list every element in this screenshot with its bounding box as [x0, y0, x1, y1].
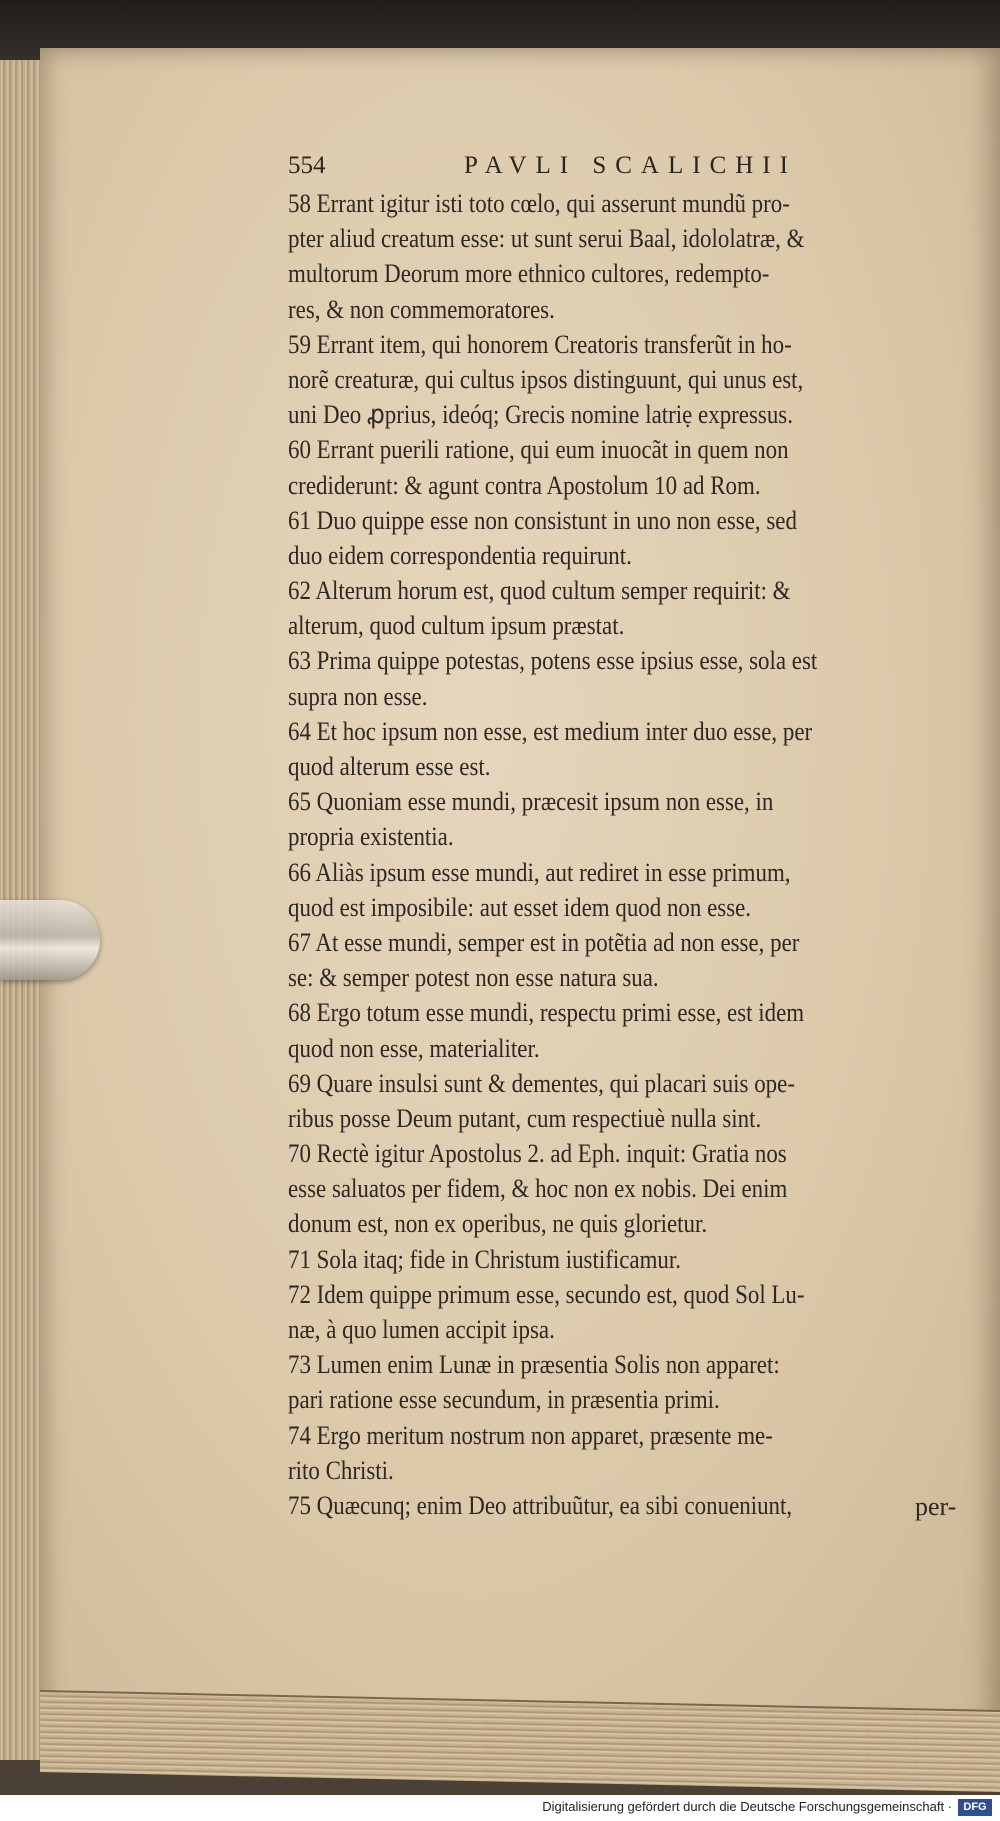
text-line: rito Christi.	[288, 1455, 394, 1485]
text-line: res, & non commemoratores.	[288, 294, 555, 324]
text-line: 58 Errant igitur isti toto cœlo, qui asserunt mundũ pro-	[288, 189, 790, 218]
catchword: per-	[915, 1492, 957, 1521]
text-line: propria existentia.	[288, 822, 454, 852]
text-line: 72 Idem quippe primum esse, secundo est, quod Sol Lu-	[288, 1279, 805, 1309]
text-line: ribus posse Deum putant, cum respectiuè nulla sint.	[288, 1103, 762, 1133]
text-line: pari ratione esse secundum, in præsentia primi.	[288, 1385, 720, 1415]
text-line: 75 Quæcunq; enim Deo attribuũtur, ea sibi conueniunt,	[288, 1490, 793, 1520]
text-line: 62 Alterum horum est, quod cultum semper requirit: &	[288, 576, 791, 606]
text-line: norẽ creaturæ, qui cultus ipsos distinguunt, qui unus est,	[288, 364, 804, 394]
text-line: 66 Aliàs ipsum esse mundi, aut rediret in esse primum,	[288, 857, 791, 887]
text-line: pter aliud creatum esse: ut sunt serui Baal, idololatræ, &	[288, 224, 805, 254]
text-line: esse saluatos per fidem, & hoc non ex nobis. Dei enim	[288, 1174, 788, 1204]
text-line: quod est imposibile: aut esset idem quod non esse.	[288, 892, 752, 922]
text-line: duo eidem correspondentia requirunt.	[288, 540, 632, 570]
text-line: 64 Et hoc ipsum non esse, est medium inter duo esse, per	[288, 716, 813, 746]
text-line: 70 Rectè igitur Apostolus 2. ad Eph. inquit: Gratia nos	[288, 1139, 787, 1169]
text-line: 59 Errant item, qui honorem Creatoris transferũt in ho-	[288, 329, 792, 359]
dfg-logo-icon: DFG	[958, 1799, 992, 1816]
text-line: 69 Quare insulsi sunt & dementes, qui placari suis ope-	[288, 1068, 795, 1098]
text-line: 67 At esse mundi, semper est in potẽtia ad non esse, per	[288, 927, 800, 957]
text-line: supra non esse.	[288, 681, 428, 711]
text-line: donum est, non ex operibus, ne quis glorietur.	[288, 1209, 708, 1239]
text-line: alterum, quod cultum ipsum præstat.	[288, 611, 625, 641]
text-line: 65 Quoniam esse mundi, præcesit ipsum non esse, in	[288, 787, 774, 817]
page-clip-icon	[0, 900, 100, 980]
footer-bar	[0, 1795, 1000, 1821]
running-head-title: PAVLI SCALICHII	[464, 152, 797, 179]
text-line: quod non esse, materialiter.	[288, 1033, 540, 1063]
text-line: quod alterum esse est.	[288, 752, 491, 781]
text-line: uni Deo ꝓprius, ideóq; Grecis nomine latriẹ expressus.	[288, 400, 793, 430]
text-line: 61 Duo quippe esse non consistunt in uno non esse, sed	[288, 505, 797, 535]
text-line: næ, à quo lumen accipit ipsa.	[288, 1315, 555, 1344]
text-line: se: & semper potest non esse natura sua.	[288, 963, 659, 993]
text-line: 60 Errant puerili ratione, qui eum inuocãt in quem non	[288, 435, 789, 465]
text-line: 74 Ergo meritum nostrum non apparet, præsente me-	[288, 1420, 773, 1450]
text-body	[288, 186, 968, 1523]
text-line: crediderunt: & agunt contra Apostolum 10 ad Rom.	[288, 470, 761, 500]
funding-credit: Digitalisierung gefördert durch die Deutsche Forschungsgemeinschaft ·	[542, 1799, 952, 1814]
text-line: 63 Prima quippe potestas, potens esse ipsius esse, sola est	[288, 646, 818, 676]
page-number: 554	[288, 152, 326, 179]
text-line: 73 Lumen enim Lunæ in præsentia Solis non apparet:	[288, 1350, 780, 1380]
text-line: 71 Sola itaq; fide in Christum iustificamur.	[288, 1244, 681, 1274]
text-line: multorum Deorum more ethnico cultores, redempto-	[288, 259, 770, 289]
text-line: 68 Ergo totum esse mundi, respectu primi esse, est idem	[288, 998, 805, 1028]
